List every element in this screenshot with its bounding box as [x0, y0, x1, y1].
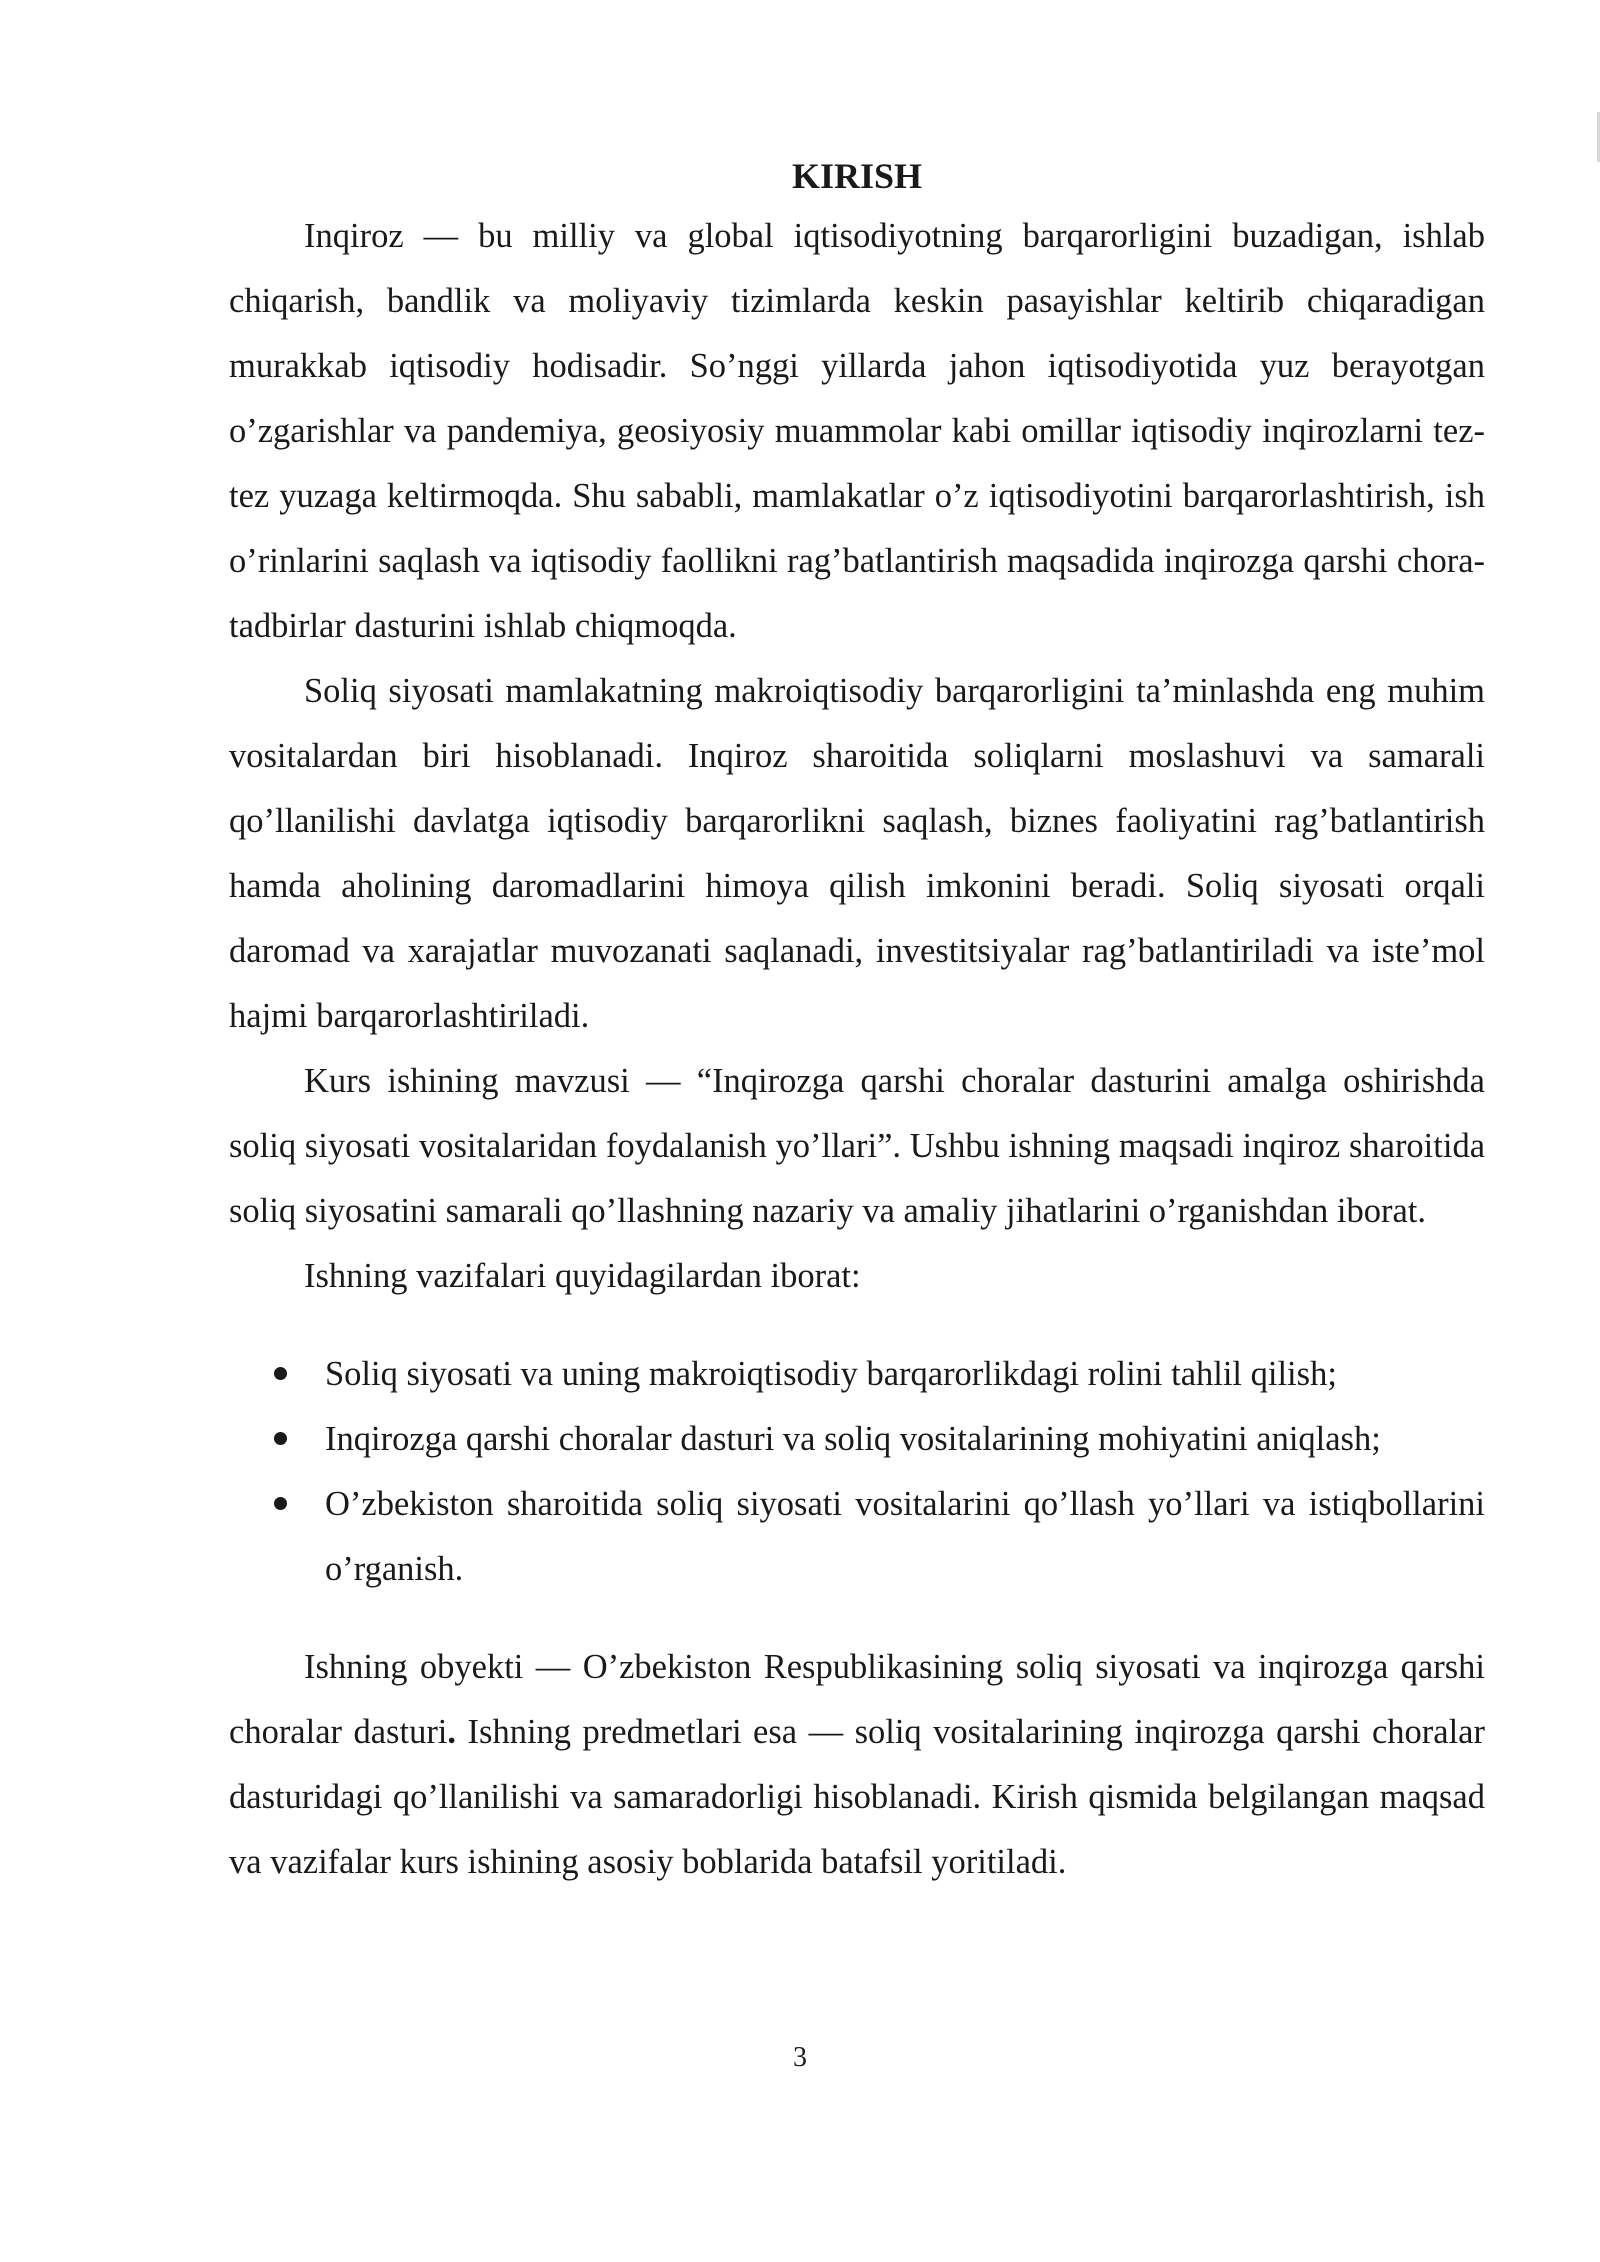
list-item: [229, 1407, 1485, 1472]
list-item-text: Inqirozga qarshi choralar dasturi va soliq vositalarining mohiyatini aniqlash;: [325, 1420, 1381, 1458]
topic-paragraph: [229, 1049, 1485, 1244]
intro-paragraph-crisis: Inqiroz — bu milliy va global iqtisodiyotning barqarorligini buzadigan, ishlab chiqarish, bandlik va moliyaviy tizimlarda keskin pasayishlar keltirib chiqaradigan murakkab iqtisodiy hodisadir. So’nggi yillarda jahon iqtisodiyotida yuz berayotgan o’zgarishlar va pandemiya, geosiyosiy muammolar kabi omillar iqtisodiy inqirozlarni tez-tez yuzaga keltirmoqda. Shu sababli, mamlakatlar o’z iqtisodiyotini barqarorlashtirish, ish o’rinlarini saqlash va iqtisodiy faollikni rag’batlantirish maqsadida inqirozga qarshi chora-tadbirlar dasturini ishlab chiqmoqda.: [229, 217, 1485, 645]
subject-text: Ishning predmetlari esa — soliq vositalarining inqirozga qarshi choralar dasturidagi qo’llanilishi va samaradorligi hisoblanadi. Kirish qismida belgilangan maqsad va vazifalar kurs ishining asosiy boblarida batafsil yoritiladi.: [229, 1713, 1485, 1881]
section-title: KIRISH: [791, 156, 923, 196]
tasks-list: [229, 1342, 1485, 1602]
page-number: 3: [793, 2042, 807, 2073]
object-text: Ishning obyekti — O’zbekiston Respublikasining soliq siyosati va inqirozga qarshi choralar dasturi: [229, 1648, 1485, 1751]
bullet-icon: [274, 1497, 287, 1510]
document-body: [229, 148, 1485, 1895]
intro-paragraph-tax-policy: Soliq siyosati mamlakatning makroiqtisodiy barqarorligini ta’minlashda eng muhim vositalardan biri hisoblanadi. Inqiroz sharoitida soliqlarni moslashuvi va samarali qo’llanilishi davlatga iqtisodiy barqarorlikni saqlash, biznes faoliyatini rag’batlantirish hamda aholining daromadlarini himoya qilish imkonini beradi. Soliq siyosati orqali daromad va xarajatlar muvozanati saqlanadi, investitsiyalar rag’batlantiriladi va iste’mol hajmi barqarorlashtiriladi.: [229, 672, 1485, 1035]
tasks-heading: Ishning vazifalari quyidagilardan iborat:: [304, 1257, 861, 1295]
topic-intro: Kurs ishining mavzusi —: [304, 1062, 697, 1100]
object-period: .: [447, 1713, 457, 1751]
topic-goal: Ushbu ishning maqsadi inqiroz sharoitida soliq siyosatini samarali qo’llashning nazariy va amaliy jihatlarini o’rganishdan iborat.: [229, 1127, 1486, 1230]
list-item-text: Soliq siyosati va uning makroiqtisodiy barqarorlikdagi rolini tahlil qilish;: [325, 1355, 1337, 1393]
list-item-text: O’zbekiston sharoitida soliq siyosati vositalarini qo’llash yo’llari va istiqbollarini o’rganish.: [325, 1485, 1485, 1588]
list-item: [229, 1472, 1485, 1602]
object-paragraph: [229, 1635, 1485, 1895]
bullet-icon: [274, 1432, 287, 1445]
bullet-icon: [274, 1367, 287, 1380]
topic-title: “Inqirozga qarshi choralar dasturini amalga oshirishda soliq siyosati vositalaridan foydalanish yo’llari”.: [229, 1062, 1485, 1165]
list-item: [229, 1342, 1485, 1407]
